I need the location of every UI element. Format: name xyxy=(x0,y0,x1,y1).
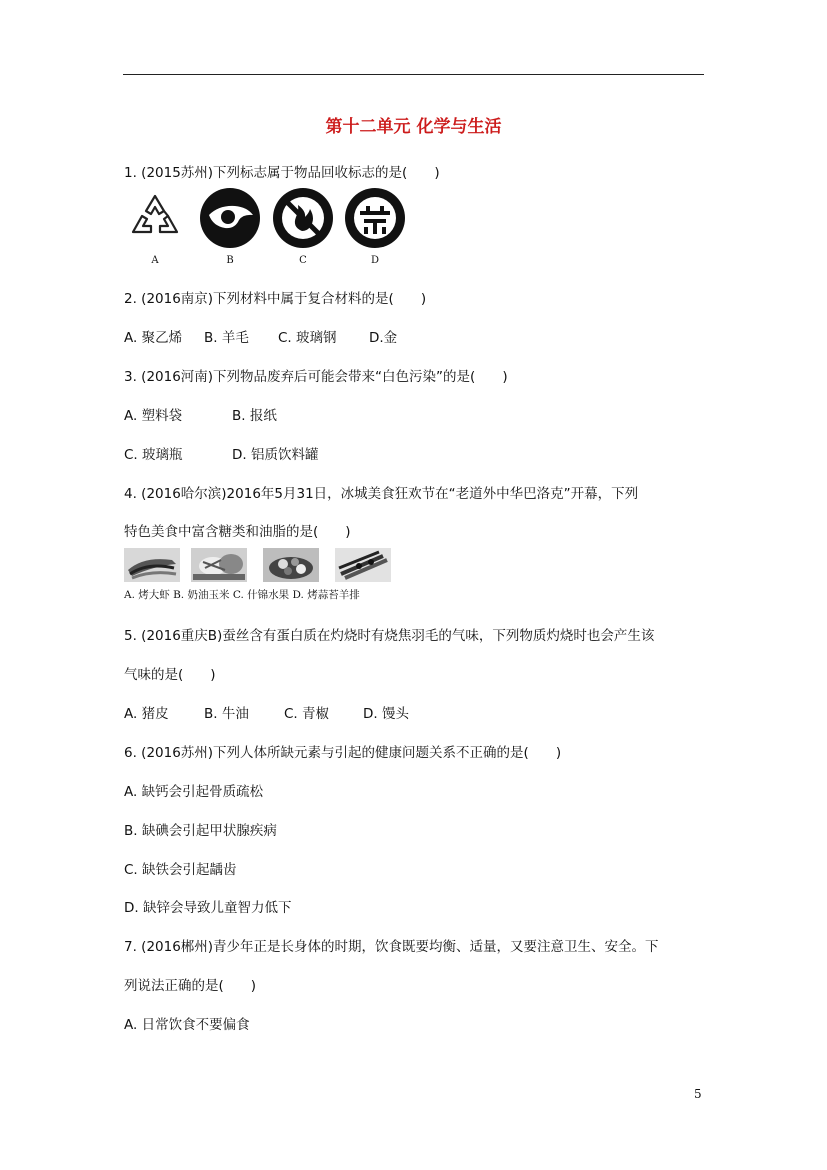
question-7-stem-line1: 7. (2016郴州)青少年正是长身体的时期，饮食既要均衡、适量，又要注意卫生、安全。下 xyxy=(124,939,659,955)
question-4-photos xyxy=(124,548,414,608)
option-d: D. 缺锌会导致儿童智力低下 xyxy=(124,900,292,916)
question-5-stem-line1: 5. (2016重庆B)蚕丝含有蛋白质在灼烧时有烧焦羽毛的气味，下列物质灼烧时也会产生该 xyxy=(124,628,655,644)
option-a: A. 猪皮 xyxy=(124,706,169,722)
option-c: C. 缺铁会引起龋齿 xyxy=(124,862,237,878)
question-5-options xyxy=(124,705,409,723)
question-2-options xyxy=(124,329,397,347)
grilled-lamb-photo xyxy=(335,548,391,582)
question-3-options-row1 xyxy=(124,407,277,425)
option-b: B. 羊毛 xyxy=(204,330,249,346)
question-3-options-row2 xyxy=(124,446,318,464)
option-a: A. 日常饮食不要偏食 xyxy=(124,1017,250,1033)
water-drop-icon xyxy=(199,187,261,249)
butter-corn-photo xyxy=(191,548,247,582)
question-2-stem: 2. (2016南京)下列材料中属于复合材料的是( ) xyxy=(124,291,427,307)
energy-saving-icon xyxy=(344,187,406,249)
question-4-caption: A. 烤大虾 B. 奶油玉米 C. 什锦水果 D. 烤蒜苔羊排 xyxy=(124,589,360,601)
question-1-logos xyxy=(124,187,414,269)
option-c: C. 青椒 xyxy=(284,706,330,722)
option-c-label: C xyxy=(299,255,307,266)
option-a: A. 缺钙会引起骨质疏松 xyxy=(124,784,264,800)
header-rule xyxy=(123,74,704,75)
option-d: D. 铝质饮料罐 xyxy=(232,447,319,463)
option-a-label: A xyxy=(151,255,159,266)
page-title: 第十二单元 化学与生活 xyxy=(325,117,502,137)
question-6-stem: 6. (2016苏州)下列人体所缺元素与引起的健康问题关系不正确的是( ) xyxy=(124,745,562,761)
page-number: 5 xyxy=(694,1087,702,1101)
question-5-stem-line2: 气味的是( ) xyxy=(124,667,216,683)
question-1-stem: 1. (2015苏州)下列标志属于物品回收标志的是( ) xyxy=(124,165,440,181)
question-4-stem-line1: 4. (2016哈尔滨)2016年5月31日，冰城美食狂欢节在“老道外中华巴洛克”开幕，下列 xyxy=(124,486,639,502)
option-b: B. 报纸 xyxy=(232,408,277,424)
option-d-label: D xyxy=(370,255,380,266)
recycle-icon xyxy=(124,187,186,249)
option-a: A. 聚乙烯 xyxy=(124,330,183,346)
option-a: A. 塑料袋 xyxy=(124,408,183,424)
mixed-fruit-photo xyxy=(263,548,319,582)
option-c: C. 玻璃瓶 xyxy=(124,447,183,463)
question-7-stem-line2: 列说法正确的是( ) xyxy=(124,978,257,994)
option-b: B. 缺碘会引起甲状腺疾病 xyxy=(124,823,277,839)
question-3-stem: 3. (2016河南)下列物品废弃后可能会带来“白色污染”的是( ) xyxy=(124,369,508,385)
question-4-stem-line2: 特色美食中富含糖类和油脂的是( ) xyxy=(124,524,351,540)
option-d: D. 馒头 xyxy=(363,706,409,722)
option-b-label: B xyxy=(226,255,234,266)
option-c: C. 玻璃钢 xyxy=(278,330,337,346)
option-b: B. 牛油 xyxy=(204,706,249,722)
option-d: D.金 xyxy=(369,330,398,346)
no-fire-icon xyxy=(272,187,334,249)
grilled-prawn-photo xyxy=(124,548,180,582)
